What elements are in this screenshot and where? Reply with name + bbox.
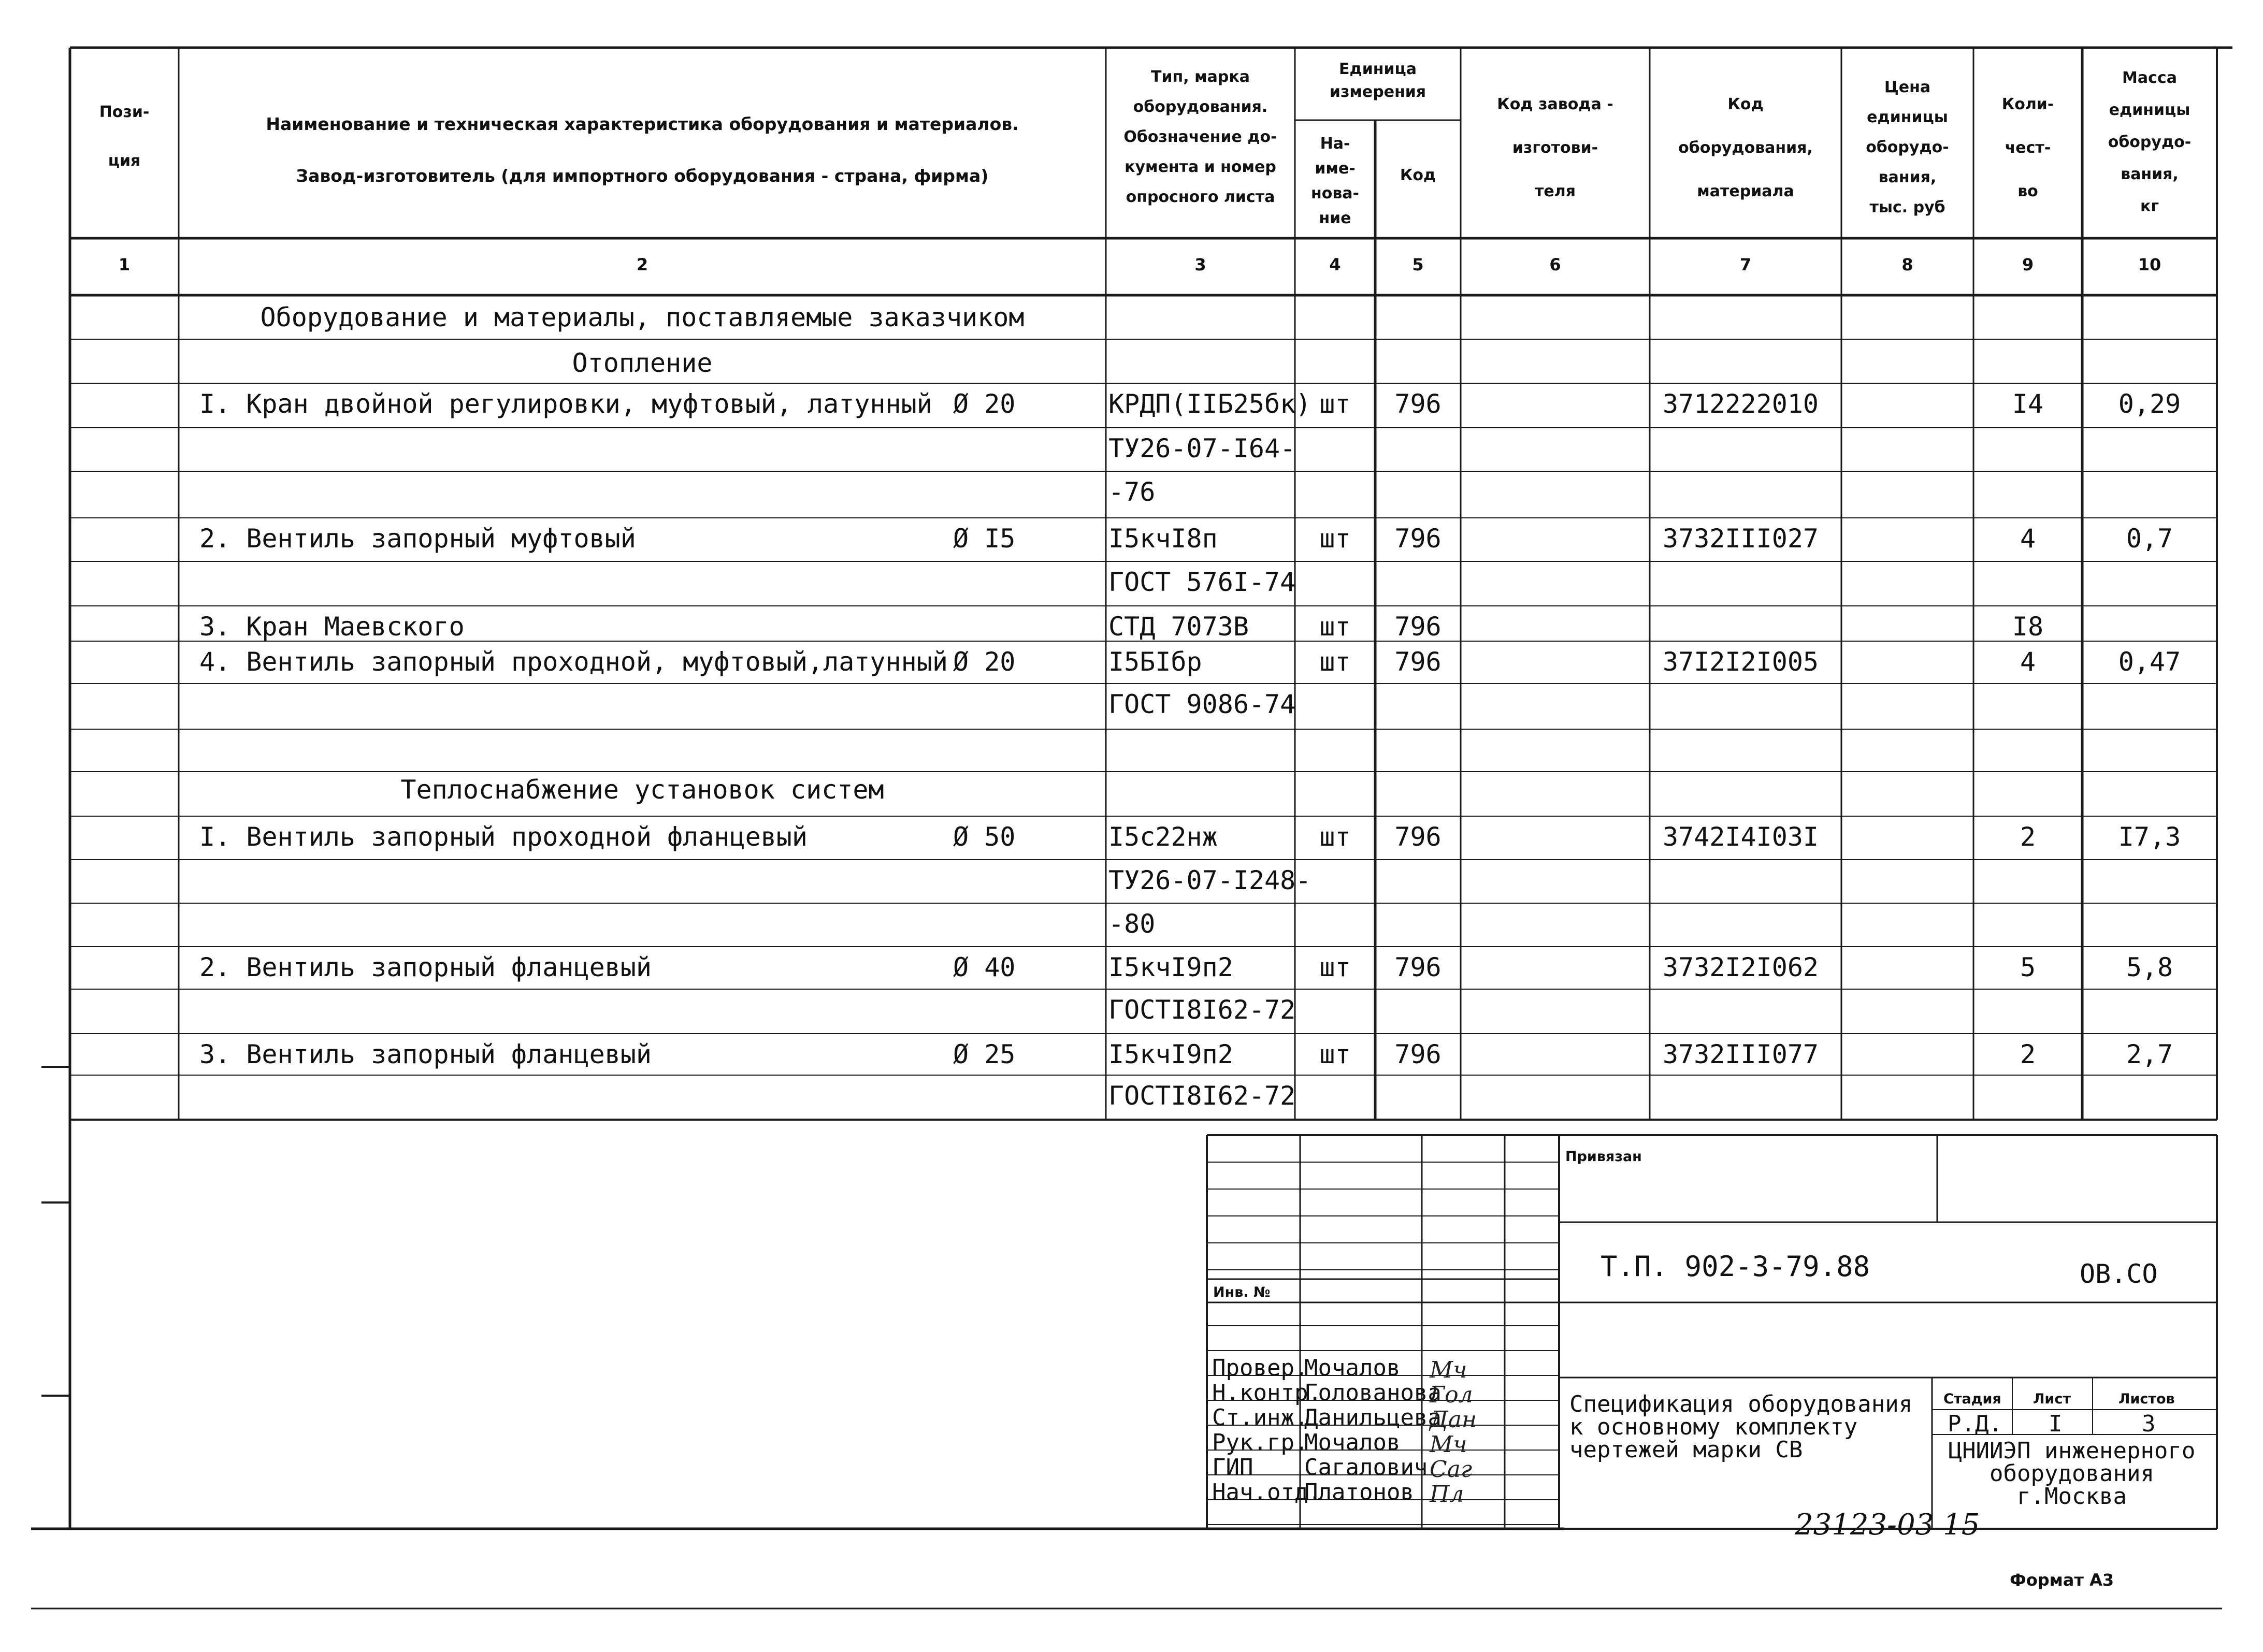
signer-name: Платонов (1304, 1479, 1414, 1505)
item-type: СТД 7073В (1108, 612, 1249, 642)
archive-number: 23123-03 15 (1795, 1508, 1980, 1542)
sheet-value: I (2049, 1411, 2063, 1437)
item-mass: 0,7 (2126, 524, 2173, 554)
format-label: Формат А3 (2010, 1570, 2114, 1590)
item-type: ГОСТI8I62-72 (1108, 995, 1296, 1025)
stage-value: Р.Д. (1948, 1411, 2002, 1437)
header-quantity: Коли- чест- во (2001, 95, 2054, 200)
item-unit: шт (1319, 389, 1351, 419)
item-diameter: Ø 40 (953, 952, 1016, 982)
item-unit-code: 796 (1394, 647, 1442, 677)
column-number: 8 (1901, 255, 1913, 274)
item-name: I. Кран двойной регулировки, муфтовый, латунный (199, 389, 932, 419)
signer-name: Сагалович (1304, 1454, 1428, 1481)
item-name: 2. Вентиль запорный муфтовый (199, 524, 636, 554)
signer-signature: Дан (1430, 1407, 1477, 1433)
header-equipment-code: Код оборудования, материала (1678, 95, 1813, 200)
organization: ЦНИИЭП инженерного оборудования г.Москва (1948, 1438, 2196, 1510)
item-diameter: Ø 20 (953, 389, 1016, 419)
privyazan-label: Привязан (1565, 1149, 1642, 1165)
item-type: ГОСТI8I62-72 (1108, 1081, 1296, 1111)
item-name: 2. Вентиль запорный фланцевый (199, 952, 652, 982)
sheet-label: Лист (2033, 1391, 2071, 1407)
item-name: 3. Кран Маевского (199, 612, 465, 642)
item-unit: шт (1319, 612, 1351, 642)
item-unit-code: 796 (1394, 612, 1442, 642)
signer-role: ГИП (1212, 1454, 1253, 1481)
item-unit-code: 796 (1394, 1039, 1442, 1069)
item-equipment-code: 3732III077 (1663, 1039, 1819, 1069)
header-position: Пози- ция (99, 103, 150, 170)
item-quantity: 5 (2020, 952, 2036, 982)
header-name: Наименование и техническая характеристика оборудования и материалов. Завод-изготовитель (для импортного оборудования - страна, фирма) (266, 114, 1019, 186)
column-number: 6 (1549, 255, 1561, 274)
item-quantity: I8 (2012, 612, 2044, 642)
item-type: I5БIбр (1108, 647, 1202, 677)
item-diameter: Ø 20 (953, 647, 1016, 677)
signer-name: Голованова (1304, 1380, 1442, 1406)
column-number: 7 (1739, 255, 1752, 274)
item-name: 3. Вентиль запорный фланцевый (199, 1039, 652, 1069)
column-number: 9 (2022, 255, 2034, 274)
header-price: Цена единицы оборудо- вания, тыс. руб (1866, 78, 1949, 216)
section-title: Отопление (572, 348, 713, 378)
item-unit: шт (1319, 647, 1351, 677)
item-type: -76 (1108, 477, 1156, 507)
signer-signature: Мч (1430, 1431, 1467, 1458)
item-quantity: 2 (2020, 822, 2036, 852)
item-quantity: 4 (2020, 524, 2036, 554)
header-unit-group: Единица измерения (1329, 60, 1426, 101)
signer-role: Н.контр. (1212, 1380, 1322, 1406)
item-diameter: Ø 25 (953, 1039, 1016, 1069)
stage-label: Стадия (1943, 1391, 2001, 1407)
signer-name: Мочалов (1304, 1355, 1401, 1381)
signer-role: Рук.гр. (1212, 1429, 1308, 1456)
signer-signature: Саг (1430, 1456, 1473, 1483)
item-type: I5с22нж (1108, 822, 1218, 852)
item-equipment-code: 3732I2I062 (1663, 952, 1819, 982)
item-quantity: I4 (2012, 389, 2044, 419)
header-unit-name: На- име- нова- ние (1310, 135, 1360, 227)
item-unit-code: 796 (1394, 952, 1442, 982)
item-unit: шт (1319, 1039, 1351, 1069)
item-name: I. Вентиль запорный проходной фланцевый (199, 822, 808, 852)
item-diameter: Ø I5 (953, 524, 1016, 554)
document-mark: ОВ.СО (2080, 1259, 2158, 1289)
header-plant-code: Код завода - изготови- теля (1497, 95, 1613, 200)
item-name: 4. Вентиль запорный проходной, муфтовый,латунный (199, 647, 948, 677)
item-type: I5кчI9п2 (1108, 952, 1233, 982)
item-unit: шт (1319, 524, 1351, 554)
signer-signature: Мч (1430, 1357, 1467, 1383)
item-unit: шт (1319, 822, 1351, 852)
item-type: ТУ26-07-I248- (1108, 865, 1311, 895)
document-code: Т.П. 902-3-79.88 (1601, 1250, 1870, 1283)
item-unit-code: 796 (1394, 822, 1442, 852)
section-title: Теплоснабжение установок систем (400, 775, 884, 805)
item-mass: 5,8 (2126, 952, 2173, 982)
item-equipment-code: 3712222010 (1663, 389, 1819, 419)
item-quantity: 4 (2020, 647, 2036, 677)
inventory-label: Инв. № (1213, 1284, 1271, 1300)
item-type: ТУ26-07-I64- (1108, 433, 1296, 463)
signer-signature: Пл (1430, 1481, 1464, 1508)
item-type: ГОСТ 576I-74 (1108, 567, 1296, 597)
item-equipment-code: 3732III027 (1663, 524, 1819, 554)
item-diameter: Ø 50 (953, 822, 1016, 852)
item-type: ГОСТ 9086-74 (1108, 689, 1296, 719)
item-type: I5кчI9п2 (1108, 1039, 1233, 1069)
item-equipment-code: 37I2I2I005 (1663, 647, 1819, 677)
document-title: Спецификация оборудования к основному комплекту чертежей марки СВ (1569, 1391, 1913, 1463)
column-number: 2 (636, 255, 648, 274)
signer-name: Данильцева (1304, 1404, 1442, 1431)
signer-role: Провер. (1212, 1355, 1308, 1381)
item-equipment-code: 3742I4I03I (1663, 822, 1819, 852)
column-number: 5 (1412, 255, 1424, 274)
column-number: 4 (1329, 255, 1341, 274)
item-type: КРДП(IIБ25бк) (1108, 389, 1311, 419)
item-type: -80 (1108, 909, 1156, 939)
header-unit-code: Код (1400, 166, 1436, 184)
signer-role: Нач.отд. (1212, 1479, 1322, 1505)
column-number: 3 (1194, 255, 1206, 274)
item-mass: 2,7 (2126, 1039, 2173, 1069)
item-unit-code: 796 (1394, 389, 1442, 419)
item-unit: шт (1319, 952, 1351, 982)
column-number: 1 (118, 255, 131, 274)
sheets-label: Листов (2118, 1391, 2175, 1407)
item-unit-code: 796 (1394, 524, 1442, 554)
item-quantity: 2 (2020, 1039, 2036, 1069)
signer-role: Ст.инж. (1212, 1404, 1308, 1431)
section-title: Оборудование и материалы, поставляемые заказчиком (260, 302, 1025, 332)
header-mass: Масса единицы оборудо- вания, кг (2108, 69, 2192, 215)
sheets-value: 3 (2142, 1411, 2156, 1437)
signer-signature: Гол (1430, 1382, 1473, 1408)
column-number: 10 (2138, 255, 2161, 274)
item-mass: 0,47 (2118, 647, 2181, 677)
item-mass: I7,3 (2118, 822, 2181, 852)
header-type: Тип, марка оборудования. Обозначение до- кумента и номер опросного листа (1123, 68, 1277, 206)
signer-name: Мочалов (1304, 1429, 1401, 1456)
item-mass: 0,29 (2118, 389, 2181, 419)
item-type: I5кчI8п (1108, 524, 1218, 554)
